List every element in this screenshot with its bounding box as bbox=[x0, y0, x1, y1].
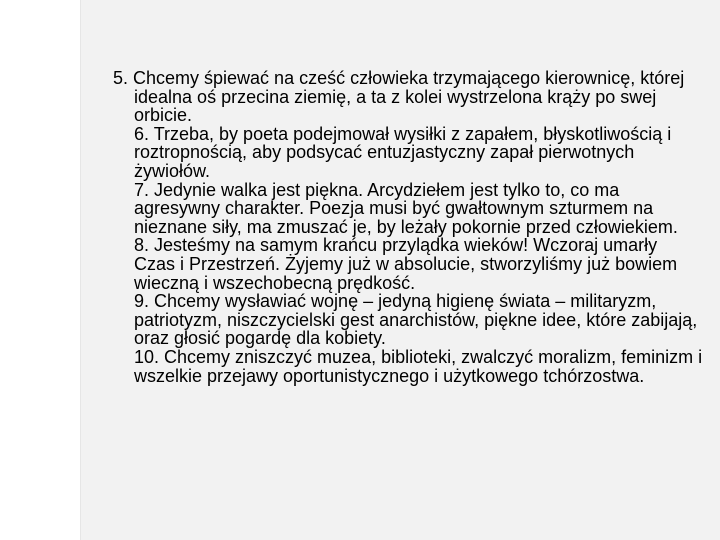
paragraph-5: 5. Chcemy śpiewać na cześć człowieka trzymającego kierownicę, której idealna oś przecina ziemię, a ta z kolei wystrzelona krąży po swej orbicie. bbox=[113, 68, 685, 126]
paragraph-7: 7. Jedynie walka jest piękna. Arcydziełem jest tylko to, co ma agresywny charakter. Poezja musi być gwałtownym szturmem na nieznane siły, ma zmuszać je, by leżały pokornie przed człowiekiem. bbox=[134, 179, 678, 237]
paragraph-9: 9. Chcemy wysławiać wojnę – jedyną higienę świata – militaryzm, patriotyzm, niszczycielski gest anarchistów, piękne idee, które zabijają, oraz głosić pogardę dla kobiety. bbox=[134, 291, 698, 349]
paragraph-8: 8. Jesteśmy na samym krańcu przylądka wieków! Wczoraj umarły Czas i Przestrzeń. Żyjemy już w absolucie, stworzyliśmy już bowiem wieczną i wszechobecną prędkość. bbox=[134, 235, 678, 293]
paragraph-6: 6. Trzeba, by poeta podejmował wysiłki z zapałem, błyskotliwością i roztropnością, aby podsycać entuzjastyczny zapał pierwotnych żywiołów. bbox=[134, 123, 672, 181]
paragraph-10: 10. Chcemy zniszczyć muzea, biblioteki, zwalczyć moralizm, feminizm i wszelkie przejawy oportunistycznego i użytkowego tchórzostwa. bbox=[134, 346, 703, 386]
manifesto-text bbox=[113, 69, 703, 385]
